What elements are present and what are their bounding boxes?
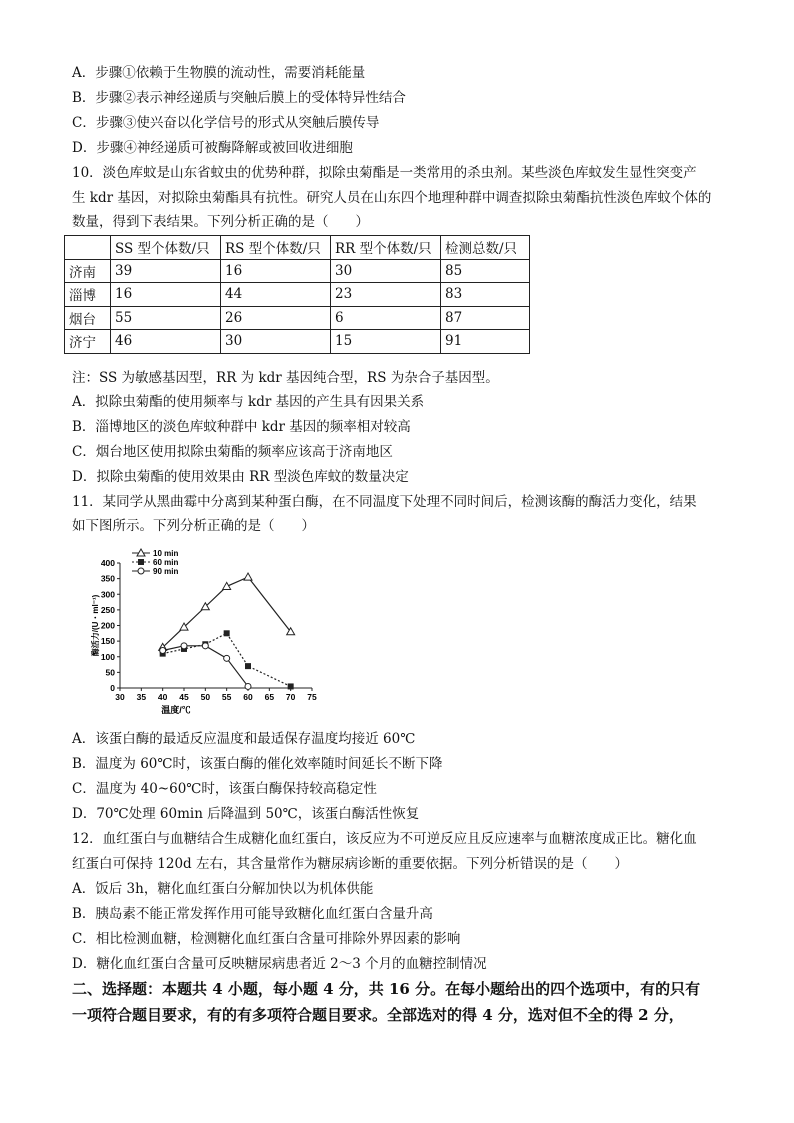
q10-note: 注：SS 为敏感基因型，RR 为 kdr 基因纯合型，RS 为杂合子基因型。 xyxy=(72,370,499,386)
table-header-cell: 检测总数/只 xyxy=(441,236,530,260)
q12-option-c: C．相比检测血糖，检测糖化血红蛋白含量可排除外界因素的影响 xyxy=(72,931,461,947)
table-cell: 16 xyxy=(111,283,221,307)
data-point xyxy=(224,655,230,661)
table-header-cell: SS 型个体数/只 xyxy=(111,236,221,260)
table-cell: 30 xyxy=(331,259,441,283)
chart-legend xyxy=(132,549,178,576)
section2-heading-line1: 二、选择题：本题共 4 小题，每小题 4 分，共 16 分。在每小题给出的四个选项中，有的只有 xyxy=(72,980,701,998)
q10-option-b: B．淄博地区的淡色库蚊种群中 kdr 基因的频率相对较高 xyxy=(72,419,411,435)
table-row xyxy=(65,306,530,330)
table-cell: 烟台 xyxy=(65,306,111,330)
q9-option-b: B．步骤②表示神经递质与突触后膜上的受体特异性结合 xyxy=(72,90,406,106)
data-point xyxy=(244,573,252,580)
table-cell: 87 xyxy=(441,306,530,330)
x-tick-label: 40 xyxy=(157,692,168,702)
q11-stem-line2: 如下图所示。下列分析正确的是（ ） xyxy=(72,518,315,534)
data-point xyxy=(160,648,166,654)
q9-option-c: C．步骤③使兴奋以化学信号的形式从突触后膜传导 xyxy=(72,115,380,131)
x-tick-label: 60 xyxy=(243,692,253,702)
table-cell: 85 xyxy=(441,259,530,283)
legend-label: 60 min xyxy=(153,558,179,567)
x-tick-label: 65 xyxy=(264,692,275,702)
table-cell: 46 xyxy=(111,330,221,354)
table-cell: 16 xyxy=(221,259,331,283)
x-tick-label: 30 xyxy=(115,692,125,702)
q12-option-d: D．糖化血红蛋白含量可反映糖尿病患者近 2～3 个月的血糖控制情况 xyxy=(72,956,487,972)
data-point xyxy=(245,683,251,689)
table-cell: 淄博 xyxy=(65,283,111,307)
q10-stem-line1: 10．淡色库蚊是山东省蚊虫的优势种群，拟除虫菊酯是一类常用的杀虫剂。某些淡色库蚊发生显性突变产 xyxy=(72,165,697,181)
data-point xyxy=(223,582,231,589)
y-tick-label: 100 xyxy=(100,651,115,662)
y-tick-label: 250 xyxy=(100,604,115,615)
legend-marker xyxy=(138,559,144,565)
table-cell: 26 xyxy=(221,306,331,330)
table-cell: 30 xyxy=(221,330,331,354)
q9-option-a: A．步骤①依赖于生物膜的流动性，需要消耗能量 xyxy=(72,65,366,81)
table-cell: 15 xyxy=(331,330,441,354)
data-point xyxy=(202,643,208,649)
y-tick-label: 200 xyxy=(100,620,115,631)
table-row xyxy=(65,259,530,283)
x-tick-label: 55 xyxy=(221,692,232,702)
data-point xyxy=(245,663,251,669)
table-cell: 83 xyxy=(441,283,530,307)
x-axis-label: 温度/℃ xyxy=(161,705,191,715)
x-tick-label: 45 xyxy=(179,692,189,702)
table-cell: 91 xyxy=(441,330,530,354)
table-header-cell: RS 型个体数/只 xyxy=(221,236,331,260)
table-cell: 39 xyxy=(111,259,221,283)
section2-heading-line2: 一项符合题目要求，有的有多项符合题目要求。全部选对的得 4 分，选对但不全的得 2 分， xyxy=(72,1006,684,1024)
genotype-table xyxy=(64,235,530,354)
table-row xyxy=(65,283,530,307)
q11-option-b: B．温度为 60℃时，该蛋白酶的催化效率随时间延长不断下降 xyxy=(72,756,443,772)
series-line-90-min xyxy=(163,646,248,687)
q10-stem-line2: 生 kdr 基因，对拟除虫菊酯具有抗性。研究人员在山东四个地理种群中调查拟除虫菊酯抗性淡色库蚊个体的 xyxy=(72,190,712,206)
table-header-cell: RR 型个体数/只 xyxy=(331,236,441,260)
q11-option-d: D．70℃处理 60min 后降温到 50℃，该蛋白酶活性恢复 xyxy=(72,806,420,822)
q10-option-c: C．烟台地区使用拟除虫菊酯的频率应该高于济南地区 xyxy=(72,444,393,460)
y-tick-label: 350 xyxy=(100,573,115,584)
legend-label: 90 min xyxy=(153,567,179,576)
data-point xyxy=(288,683,294,689)
legend-marker xyxy=(138,568,144,574)
table-header-row xyxy=(65,236,530,260)
y-tick-label: 400 xyxy=(100,558,115,568)
q12-stem-line1: 12．血红蛋白与血糖结合生成糖化血红蛋白，该反应为不可逆反应且反应速率与血糖浓度成正比。糖化血 xyxy=(72,831,697,847)
q11-option-c: C．温度为 40~60℃时，该蛋白酶保持较高稳定性 xyxy=(72,781,377,797)
x-tick-label: 50 xyxy=(200,692,211,702)
table-cell: 济南 xyxy=(65,259,111,283)
chart-axes xyxy=(101,558,317,702)
q10-option-a: A．拟除虫菊酯的使用频率与 kdr 基因的产生具有因果关系 xyxy=(72,394,425,410)
x-tick-label: 35 xyxy=(136,692,147,702)
y-tick-label: 50 xyxy=(105,667,115,678)
table-cell: 23 xyxy=(331,283,441,307)
q9-option-d: D．步骤④神经递质可被酶降解或被回收进细胞 xyxy=(72,140,353,156)
y-tick-label: 150 xyxy=(100,636,115,647)
table-cell: 济宁 xyxy=(65,330,111,354)
table-header-cell xyxy=(65,236,111,260)
x-tick-label: 70 xyxy=(285,692,296,702)
chart-series-group xyxy=(159,573,295,689)
table-cell: 44 xyxy=(221,283,331,307)
table-cell: 55 xyxy=(111,306,221,330)
q10-stem-line3: 数量，得到下表结果。下列分析正确的是（ ） xyxy=(72,214,369,230)
q12-option-a: A．饭后 3h，糖化血红蛋白分解加快以为机体供能 xyxy=(72,881,374,897)
y-axis-label: 酶活力/(U・ml⁻¹) xyxy=(91,594,100,657)
data-point xyxy=(181,643,187,649)
x-tick-label: 75 xyxy=(307,692,317,702)
enzyme-activity-chart xyxy=(90,545,330,725)
data-point xyxy=(224,630,230,636)
q12-option-b: B．胰岛素不能正常发挥作用可能导致糖化血红蛋白含量升高 xyxy=(72,906,433,922)
legend-label: 10 min xyxy=(153,549,179,558)
table-cell: 6 xyxy=(331,306,441,330)
y-tick-label: 300 xyxy=(100,589,115,600)
q10-option-d: D．拟除虫菊酯的使用效果由 RR 型淡色库蚊的数量决定 xyxy=(72,469,409,485)
table-row xyxy=(65,330,530,354)
q12-stem-line2: 红蛋白可保持 120d 左右，其含量常作为糖尿病诊断的重要依据。下列分析错误的是（ ） xyxy=(72,856,628,872)
q11-stem-line1: 11．某同学从黑曲霉中分离到某种蛋白酶，在不同温度下处理不同时间后，检测该酶的酶活力变化，结果 xyxy=(72,494,697,510)
q11-option-a: A．该蛋白酶的最适反应温度和最适保存温度均接近 60℃ xyxy=(72,731,416,747)
y-tick-label: 0 xyxy=(110,683,115,693)
